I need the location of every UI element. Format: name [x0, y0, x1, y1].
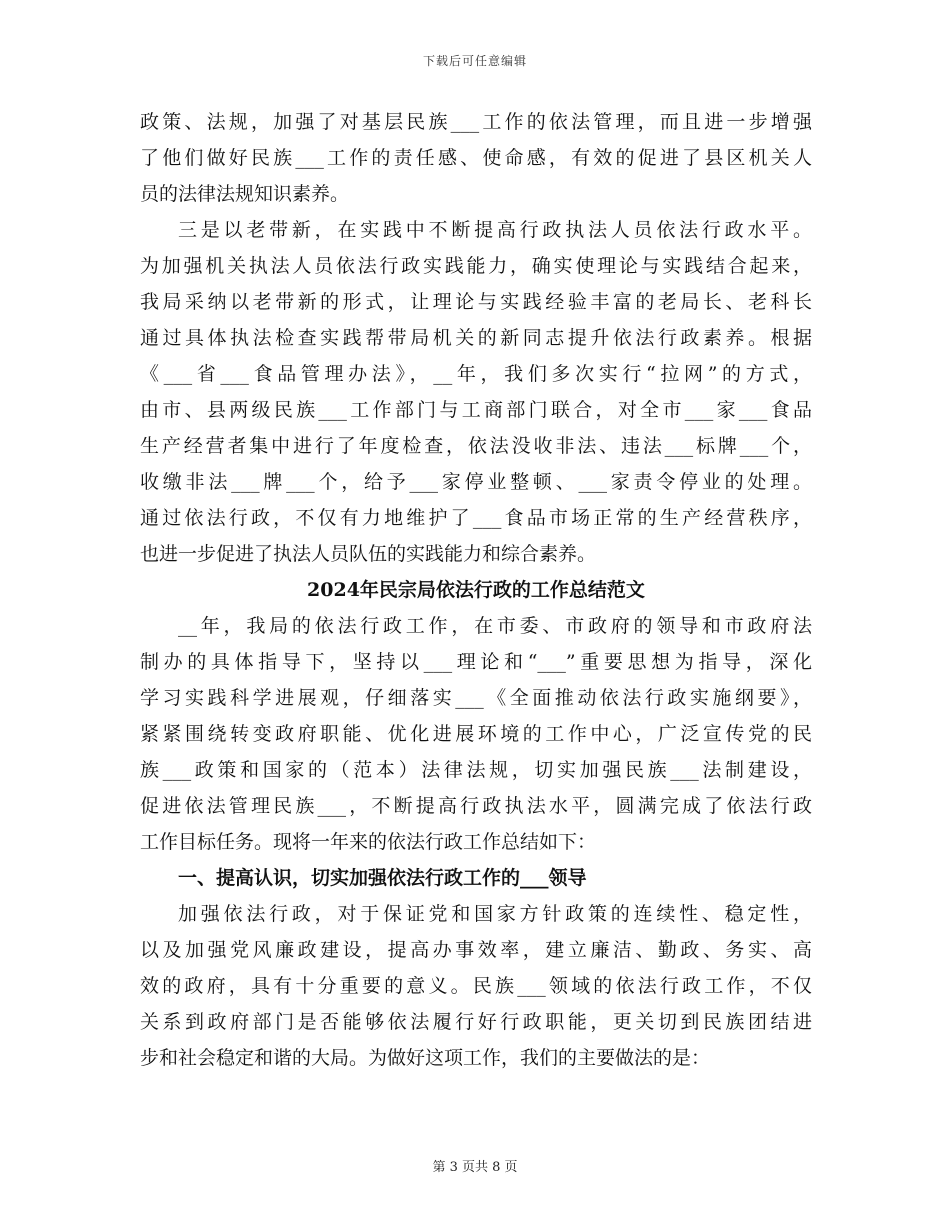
page-header: 下载后可任意编辑: [422, 54, 527, 68]
text-line: 《___省___食品管理办法》，__年，我们多次实行“拉网”的方式，: [140, 363, 812, 385]
text-line: 紧紧围绕转变政府职能、优化进展环境的工作中心，广泛宣传党的民: [140, 723, 812, 745]
paragraph-4: [140, 896, 812, 1076]
text-line: 收缴非法___牌___个，给予___家停业整顿、___家责令停业的处理。: [140, 471, 812, 493]
document-body: [140, 104, 812, 1076]
text-line: 族___政策和国家的（范本）法律法规，切实加强民族___法制建设，: [140, 759, 812, 781]
text-line: 制办的具体指导下，坚持以___理论和“___”重要思想为指导，深化: [140, 651, 812, 673]
text-line: 我局采纳以老带新的形式，让理论与实践经验丰富的老局长、老科长: [140, 291, 812, 313]
text-line: 生产经营者集中进行了年度检查，依法没收非法、违法___标牌___个，: [140, 435, 812, 457]
text-line: 了他们做好民族___工作的责任感、使命感，有效的促进了县区机关人: [140, 147, 812, 169]
text-line: 效的政府，具有十分重要的意义。民族___领域的依法行政工作，不仅: [140, 975, 812, 997]
text-line: 也进一步促进了执法人员队伍的实践能力和综合素养。: [140, 543, 597, 565]
paragraph-2: [140, 212, 812, 572]
paragraph-3: [140, 608, 812, 860]
text-line: 员的法律法规知识素养。: [140, 183, 350, 205]
text-line: 工作目标任务。现将一年来的依法行政工作总结如下：: [140, 831, 597, 853]
text-line: 学习实践科学进展观，仔细落实___《全面推动依法行政实施纲要》，: [140, 687, 812, 709]
document-title: 2024年民宗局依法行政的工作总结范文: [307, 579, 645, 601]
text-line: 关系到政府部门是否能够依法履行好行政职能，更关切到民族团结进: [140, 1011, 812, 1033]
text-line: 以及加强党风廉政建设，提高办事效率，建立廉洁、勤政、务实、高: [140, 939, 812, 961]
text-line: 通过依法行政，不仅有力地维护了___食品市场正常的生产经营秩序，: [140, 507, 812, 529]
paragraph-1: [140, 104, 812, 212]
text-line: 为加强机关执法人员依法行政实践能力，确实使理论与实践结合起来，: [140, 255, 812, 277]
text-line: __年，我局的依法行政工作，在市委、市政府的领导和市政府法: [178, 615, 812, 637]
text-line: 加强依法行政，对于保证党和国家方针政策的连续性、稳定性，: [178, 903, 812, 925]
section-heading: 一、提高认识，切实加强依法行政工作的___领导: [178, 867, 587, 889]
text-line: 政策、法规，加强了对基层民族___工作的依法管理，而且进一步增强: [140, 111, 812, 133]
text-line: 三是以老带新，在实践中不断提高行政执法人员依法行政水平。: [178, 219, 812, 241]
text-line: 通过具体执法检查实践帮带局机关的新同志提升依法行政素养。根据: [140, 327, 812, 349]
text-line: 促进依法管理民族___，不断提高行政执法水平，圆满完成了依法行政: [140, 795, 812, 817]
text-line: 步和社会稳定和谐的大局。为做好这项工作，我们的主要做法的是：: [140, 1047, 711, 1069]
page-number: 第 3 页共 8 页: [432, 1160, 518, 1175]
text-line: 由市、县两级民族___工作部门与工商部门联合，对全市___家___食品: [140, 399, 812, 421]
